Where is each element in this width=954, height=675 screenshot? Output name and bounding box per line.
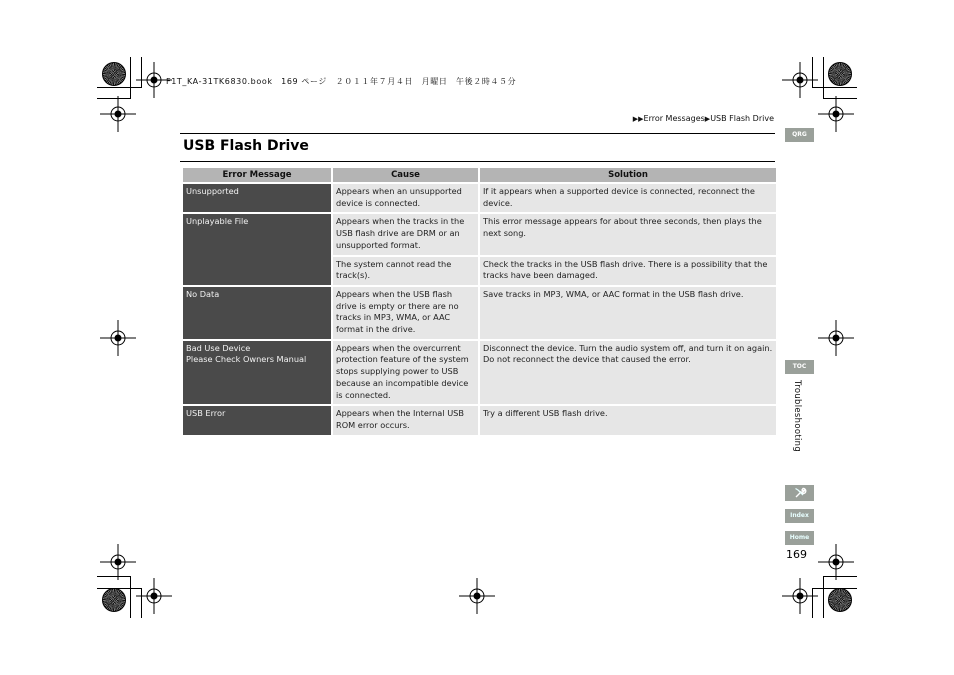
column-header-error-message: Error Message [183,168,331,182]
section-label: Troubleshooting [792,380,802,453]
solution-cell: Save tracks in MP3, WMA, or AAC format in the USB flash drive. [480,287,776,339]
tools-tab[interactable] [785,485,814,501]
error-message-cell: Unplayable File [183,214,331,285]
registration-dial-icon [828,588,852,612]
breadcrumb-page: USB Flash Drive [710,114,774,123]
registration-crosshair-icon [818,96,854,132]
cause-cell: Appears when the USB flash drive is empty or there are no tracks in MP3, WMA, or AAC format in the drive. [333,287,478,339]
registration-crosshair-icon [100,544,136,580]
error-message-line: Please Check Owners Manual [186,354,307,365]
solution-cell: This error message appears for about three seconds, then plays the next song. [480,214,776,254]
registration-dial-icon [102,62,126,86]
registration-crosshair-icon [782,62,818,98]
registration-dial-icon [828,62,852,86]
column-header-solution: Solution [480,168,776,182]
registration-crosshair-icon [818,320,854,356]
column-header-cause: Cause [333,168,478,182]
error-message-cell: USB Error [183,406,331,434]
page-number: 169 [786,548,807,561]
breadcrumb [633,114,774,123]
registration-dial-icon [102,588,126,612]
solution-cell: Check the tracks in the USB flash drive. There is a possibility that the tracks have been damaged. [480,257,776,285]
registration-crosshair-icon [136,578,172,614]
error-message-cell: Unsupported [183,184,331,212]
print-header: F1T_KA-31TK6830.book 169 ページ ２０１１年７月４日 月曜日 午後２時４５分 [166,77,517,86]
registration-crosshair-icon [100,320,136,356]
error-message-table [181,166,778,437]
breadcrumb-arrow-icon: ▶ [704,115,711,123]
title-rule-bottom [180,161,775,162]
table-row [183,184,776,212]
error-message-line: Bad Use Device [186,342,251,353]
registration-crosshair-icon [818,544,854,580]
table-row [183,287,776,339]
solution-cell: Disconnect the device. Turn the audio system off, and turn it on again. Do not reconnect the device that caused the error. [480,341,776,405]
table-header-row [183,168,776,182]
error-message-cell: No Data [183,287,331,339]
registration-crosshair-icon [459,578,495,614]
table-row [183,214,776,254]
table-row [183,341,776,405]
tools-icon [793,486,807,500]
cause-cell: Appears when the tracks in the USB flash drive are DRM or an unsupported format. [333,214,478,254]
table-row [183,406,776,434]
title-rule-top [180,133,775,134]
cause-cell: Appears when the overcurrent protection feature of the system stops supplying power to USB because an incompatible device is connected. [333,341,478,405]
index-tab[interactable]: Index [785,509,814,523]
registration-crosshair-icon [782,578,818,614]
registration-crosshair-icon [100,96,136,132]
solution-cell: If it appears when a supported device is connected, reconnect the device. [480,184,776,212]
error-message-cell [183,341,331,405]
page-title: USB Flash Drive [183,138,309,154]
cause-cell: Appears when an unsupported device is connected. [333,184,478,212]
toc-tab[interactable]: TOC [785,360,814,374]
breadcrumb-section-link[interactable]: Error Messages [643,114,705,123]
cause-cell: The system cannot read the track(s). [333,257,478,285]
breadcrumb-arrow-icon: ▶▶ [632,115,644,123]
cause-cell: Appears when the Internal USB ROM error occurs. [333,406,478,434]
solution-cell: Try a different USB flash drive. [480,406,776,434]
qrg-tab[interactable]: QRG [785,128,814,142]
home-tab[interactable]: Home [785,531,814,545]
